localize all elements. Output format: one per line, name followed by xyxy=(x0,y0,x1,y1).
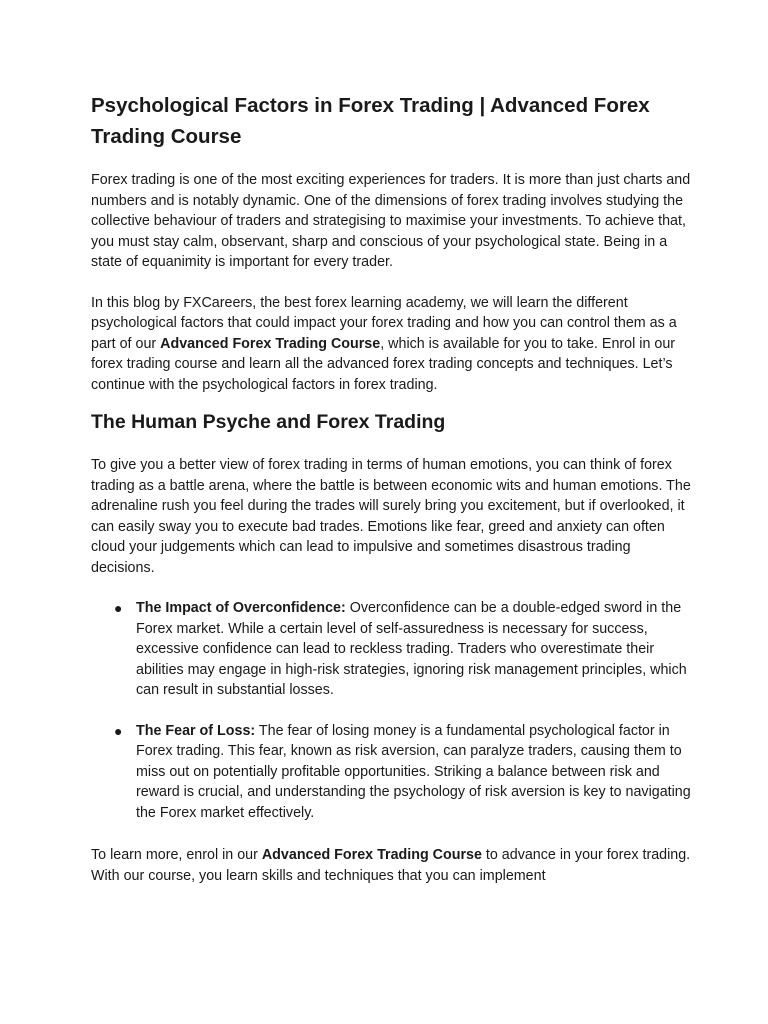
closing-paragraph xyxy=(91,845,691,886)
list-item xyxy=(114,598,691,701)
closing-paragraph-text-start: To learn more, enrol in our xyxy=(91,847,262,863)
document-title: Psychological Factors in Forex Trading | Advanced Forex Trading Course xyxy=(91,94,650,148)
factor-list xyxy=(91,598,691,823)
closing-paragraph-text-end: to advance in your forex trading. With our course, you learn skills and techniques that you can implement xyxy=(91,847,691,884)
list-item-label: The Impact of Overconfidence: xyxy=(136,600,346,616)
document-page xyxy=(91,90,691,906)
section-heading: The Human Psyche and Forex Trading xyxy=(91,411,446,433)
blog-paragraph xyxy=(91,293,691,396)
intro-paragraph: Forex trading is one of the most exciting experiences for traders. It is more than just charts and numbers and is notably dynamic. One of the dimensions of forex trading involves studying the collective behaviour of traders and strategising to maximise your investments. To achieve that, you must stay calm, observant, sharp and conscious of your psychological state. Being in a state of equanimity is important for every trader. xyxy=(91,172,691,270)
list-item xyxy=(114,721,691,824)
list-item-text: The fear of losing money is a fundamental psychological factor in Forex trading. This fear, known as risk aversion, can paralyze traders, causing them to miss out on potentially profitable opportunities. Striking a balance between risk and reward is crucial, and understanding the psychology of risk aversion is key to navigating the Forex market effectively. xyxy=(136,722,691,821)
bullet-icon: ● xyxy=(114,722,123,739)
advanced-course-link[interactable]: Advanced Forex Trading Course xyxy=(160,335,381,352)
advanced-course-link[interactable]: Advanced Forex Trading Course xyxy=(261,847,482,863)
list-item-label: The Fear of Loss: xyxy=(136,722,256,739)
bullet-icon: ● xyxy=(114,600,123,616)
blog-paragraph-text-start: In this blog by FXCareers, the best forex learning academy, we will learn the different psychological factors that could impact your forex trading and how you can control them as a part of our xyxy=(91,294,677,352)
blog-paragraph-text-end: , which is available for you to take. Enrol in our forex trading course and learn all the advanced forex trading concepts and techniques. Let’s continue with the psychological factors in forex trading. xyxy=(91,335,676,393)
section-paragraph: To give you a better view of forex trading in terms of human emotions, you can think of forex trading as a battle arena, where the battle is between economic wits and human emotions. The adrenaline rush you feel during the trades will surely bring you excitement, but if overlooked, it can easily sway you to execute bad trades. Emotions like fear, greed and anxiety can often cloud your judgements which can lead to impulsive and sometimes disastrous trading decisions. xyxy=(91,457,691,576)
list-item-text: Overconfidence can be a double-edged sword in the Forex market. While a certain level of self-assuredness is necessary for success, excessive confidence can lead to reckless trading. Traders who overestimate their abilities may engage in high-risk strategies, ignoring risk management principles, which can result in substantial losses. xyxy=(136,600,687,698)
